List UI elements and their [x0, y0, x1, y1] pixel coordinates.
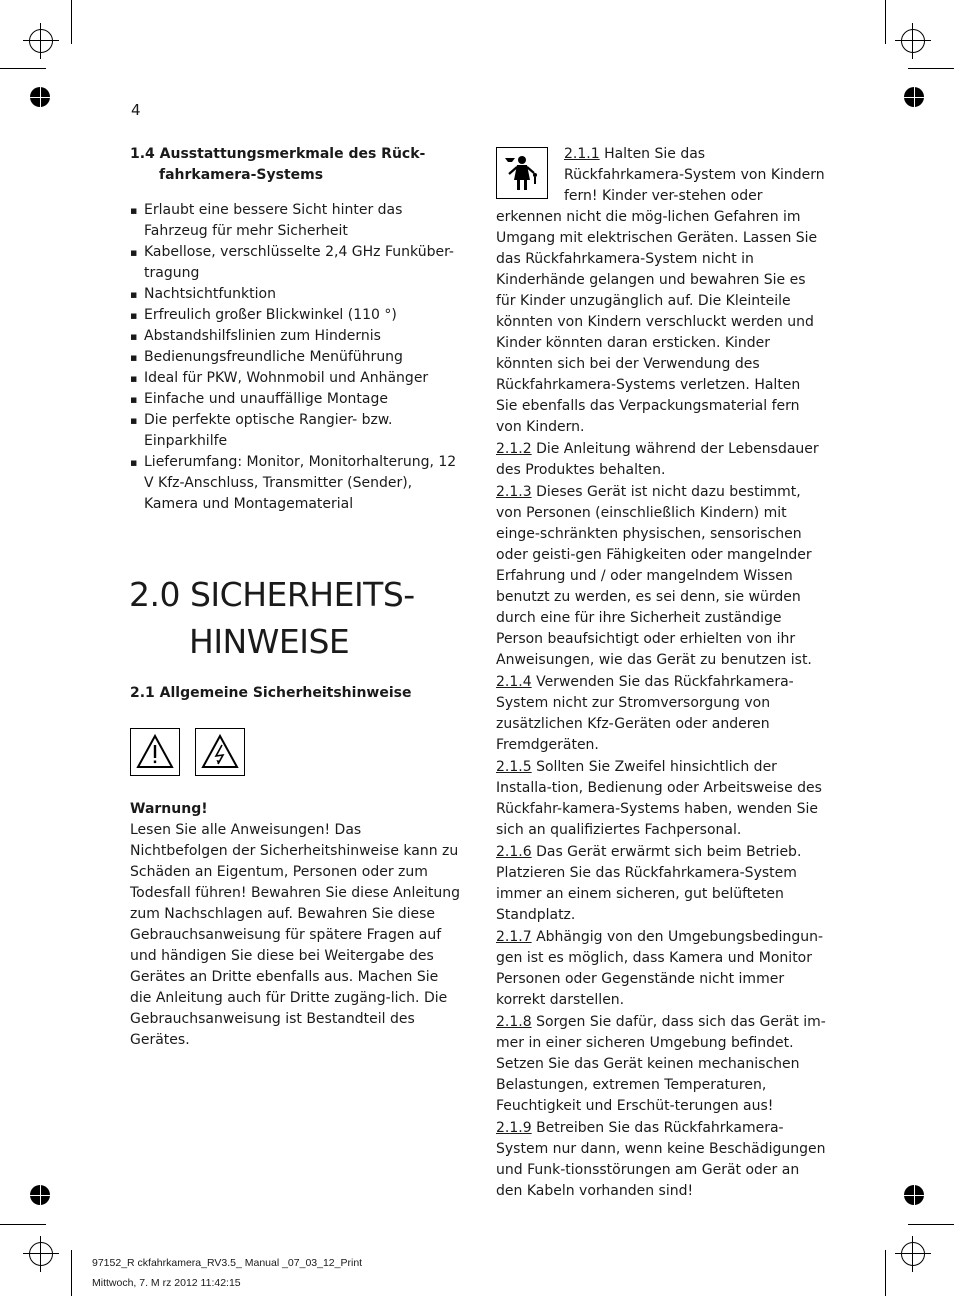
- item-number: 2.1.1: [564, 146, 600, 162]
- list-item: [496, 1012, 826, 1117]
- crop-mark: [0, 1224, 46, 1225]
- crop-mark: [908, 68, 954, 69]
- registration-dot-icon: [904, 1185, 924, 1205]
- crop-mark: [71, 0, 72, 44]
- warning-box: [195, 728, 245, 776]
- section-1-4: [130, 144, 460, 515]
- section-2-1-heading: 2.1 Allgemeine Sicherheitshinweise: [130, 685, 412, 701]
- registration-dot-icon: [30, 87, 50, 107]
- registration-mark-icon: [898, 26, 928, 56]
- item-text: Verwenden Sie das Rückfahrkamera-System nicht zur Stromversorgung von zusätzlichen Kfz-Geräten oder anderen Fremdgeräten.: [496, 674, 794, 753]
- float-spacer: [496, 144, 564, 204]
- item-number: 2.1.2: [496, 441, 532, 457]
- list-item: [496, 672, 826, 756]
- list-item: [496, 1118, 826, 1202]
- list-item: [496, 842, 826, 926]
- list-item: [496, 927, 826, 1011]
- registration-mark-icon: [26, 1239, 56, 1269]
- print-slug-line: 97152_R ckfahrkamera_RV3.5_ Manual _07_03_12_Print: [92, 1257, 363, 1269]
- item-number: 2.1.9: [496, 1120, 532, 1136]
- item-text: Dieses Gerät ist nicht dazu bestimmt, von Personen (einschließlich Kindern) mit einge-schränkten physischen, sensorischen oder geisti-gen Fähigkeiten oder mangelnder Erfahrung und / oder mangelndem Wissen benutzt zu werden, es sei denn, sie würden durch eine für ihre Sicherheit zuständige Person beaufsichtigt oder erhielten von ihr Anweisungen, wie das Gerät zu benutzen ist.: [496, 484, 812, 668]
- warning-section: [130, 799, 460, 1051]
- chapter-title: [129, 572, 459, 664]
- crop-mark: [0, 68, 46, 69]
- list-item: ▪ Erfreulich großer Blickwinkel (110 °): [130, 305, 460, 326]
- list-item: ▪ Ideal für PKW, Wohnmobil und Anhänger: [130, 368, 460, 389]
- registration-mark-icon: [898, 1239, 928, 1269]
- registration-mark-icon: [26, 26, 56, 56]
- registration-dot-icon: [30, 1185, 50, 1205]
- item-text: Betreiben Sie das Rückfahrkamera-System nur dann, wenn keine Beschädigungen und Funk-tionsstörungen am Gerät oder an den Kabeln vorhanden sind!: [496, 1120, 826, 1199]
- safety-items: [496, 144, 826, 1202]
- list-item: [496, 439, 826, 481]
- print-slug: [92, 1256, 362, 1290]
- item-text: Halten Sie das Rückfahrkamera-System von Kindern fern! Kinder ver-stehen oder erkennen nicht die mög-lichen Gefahren im Umgang mit elektrischen Geräten. Lassen Sie das Rückfahrkamera-System nicht in Kinderhände gelangen und bewahren Sie es für Kinder unzugänglich auf. Die Kleinteile könnten von Kindern verschluckt werden und Kinder könnten daran ersticken. Kinder könnten sich bei der Verwendung des Rückfahrkamera-Systems verletzen. Halten Sie ebenfalls das Verpackungsmaterial fern von Kindern.: [496, 146, 825, 435]
- list-item: [496, 757, 826, 841]
- warning-triangle-icon: [135, 733, 175, 771]
- item-text: Sollten Sie Zweifel hinsichtlich der Installa-tion, Bedienung oder Arbeitsweise des Rückfahr-kamera-Systems haben, wenden Sie sich an qualifiziertes Fachpersonal.: [496, 759, 822, 838]
- list-item: [496, 144, 826, 438]
- item-number: 2.1.6: [496, 844, 532, 860]
- item-text: Abhängig von den Umgebungsbedingun-gen ist es möglich, dass Kamera und Monitor Personen oder Gegenstände nicht immer korrekt darstellen.: [496, 929, 824, 1008]
- list-item: ▪ Die perfekte optische Rangier- bzw. Einparkhilfe: [130, 410, 460, 452]
- item-number: 2.1.4: [496, 674, 532, 690]
- item-number: 2.1.3: [496, 484, 532, 500]
- list-item: ▪ Kabellose, verschlüsselte 2,4 GHz Funküber-tragung: [130, 242, 460, 284]
- section-heading: [130, 144, 460, 186]
- warning-text: Lesen Sie alle Anweisungen! Das Nichtbefolgen der Sicherheitshinweise kann zu Schäden an Eigentum, Personen oder zum Todesfall führen! Bewahren Sie diese Anleitung zum Nachschlagen auf. Bewahren Sie diese Gebrauchsanweisung für spätere Fragen auf und händigen Sie diese bei Weitergabe des Gerätes an Dritte ebenfalls aus. Machen Sie die Anleitung auch für Dritte zugäng-lich. Die Gebrauchsanweisung ist Bestandteil des Gerätes.: [130, 822, 460, 1048]
- list-item: ▪ Nachtsichtfunktion: [130, 284, 460, 305]
- list-item: ▪ Abstandshilfslinien zum Hindernis: [130, 326, 460, 347]
- crop-mark: [885, 1250, 886, 1296]
- print-slug-line: Mittwoch, 7. M rz 2012 11:42:15: [92, 1277, 241, 1289]
- item-text: Das Gerät erwärmt sich beim Betrieb. Platzieren Sie das Rückfahrkamera-System immer an einem sicheren, gut belüfteten Standplatz.: [496, 844, 802, 923]
- electric-hazard-icon: [200, 733, 240, 771]
- item-text: Sorgen Sie dafür, dass sich das Gerät im-mer in einer sicheren Umgebung befindet. Setzen Sie das Gerät keinen mechanischen Belastungen, extremen Temperaturen, Feuchtigkeit und Erschüt-terungen aus!: [496, 1014, 826, 1114]
- crop-mark: [885, 0, 886, 44]
- warning-box: [130, 728, 180, 776]
- item-text: Die Anleitung während der Lebensdauer des Produktes behalten.: [496, 441, 819, 478]
- registration-dot-icon: [904, 87, 924, 107]
- list-item: ▪ Lieferumfang: Monitor, Monitorhalterung, 12 V Kfz-Anschluss, Transmitter (Sender), Kamera und Montagematerial: [130, 452, 460, 515]
- item-number: 2.1.7: [496, 929, 532, 945]
- item-paragraph: [496, 144, 826, 438]
- section-heading-line: 1.4 Ausstattungsmerkmale des Rück-: [130, 146, 426, 162]
- feature-list: [130, 200, 460, 515]
- item-number: 2.1.5: [496, 759, 532, 775]
- list-item: [496, 482, 826, 671]
- list-item: ▪ Bedienungsfreundliche Menüführung: [130, 347, 460, 368]
- list-item: ▪ Erlaubt eine bessere Sicht hinter das Fahrzeug für mehr Sicherheit: [130, 200, 460, 242]
- warning-label: Warnung!: [130, 801, 208, 817]
- item-number: 2.1.8: [496, 1014, 532, 1030]
- crop-mark: [71, 1250, 72, 1296]
- section-heading-line: fahrkamera-Systems: [159, 167, 324, 183]
- chapter-title-line: 2.0 SICHERHEITS-: [129, 575, 415, 614]
- page-number: 4: [131, 101, 141, 119]
- chapter-title-line: HINWEISE: [189, 622, 350, 661]
- crop-mark: [908, 1224, 954, 1225]
- list-item: ▪ Einfache und unauffällige Montage: [130, 389, 460, 410]
